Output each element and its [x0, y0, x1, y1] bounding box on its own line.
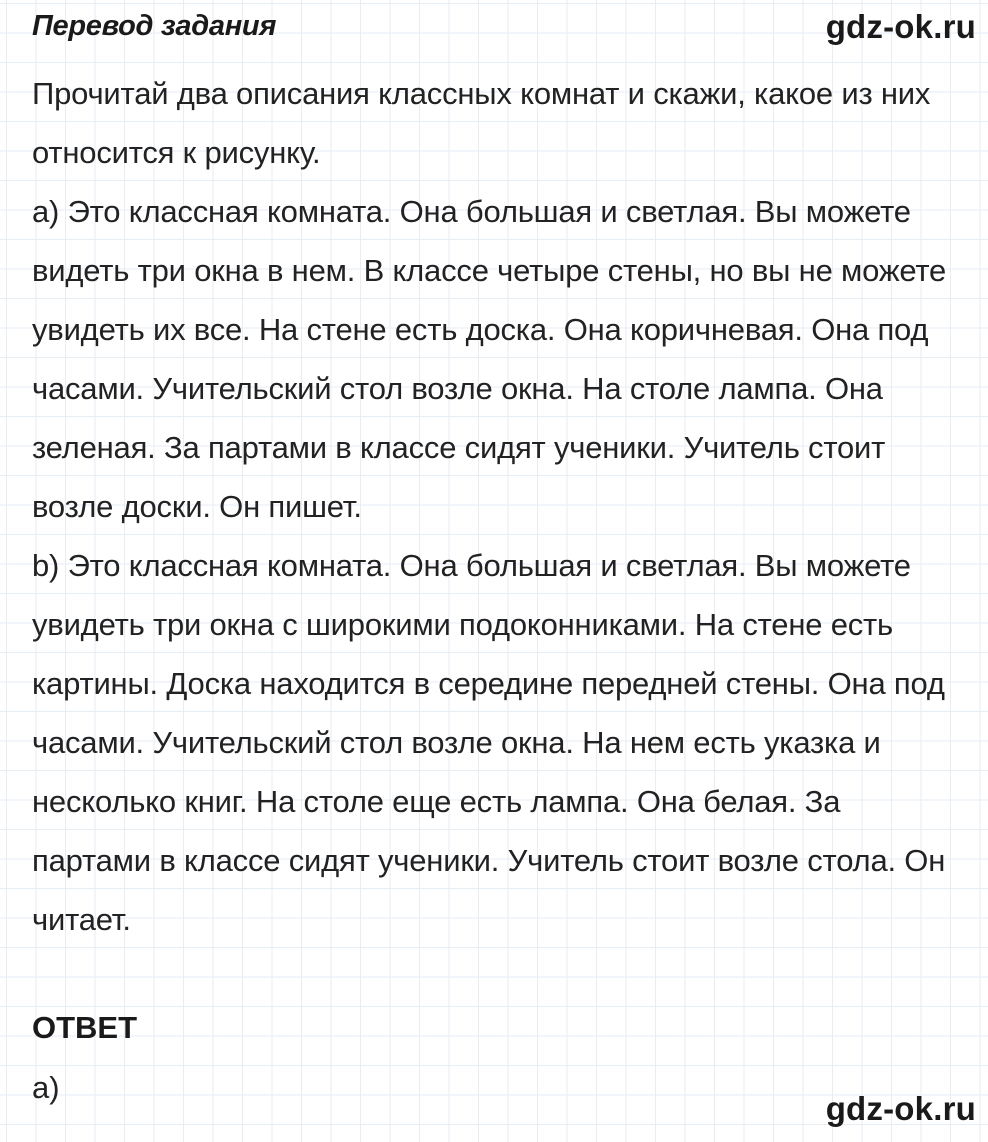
description-a: а) Это классная комната. Она большая и светлая. Вы можете видеть три окна в нем. В классе четыре стены, но вы не можете увидеть их все. На стене есть доска. Она коричневая. Она под часами. Учительский стол возле окна. На столе лампа. Она зеленая. За партами в классе сидят ученики. Учитель стоит возле доски. Он пишет. — [32, 194, 947, 524]
answer-heading: ОТВЕТ — [32, 1010, 138, 1045]
page-title: Перевод задания — [32, 10, 277, 42]
answer-item: а) — [32, 1070, 60, 1105]
task-instruction: Прочитай два описания классных комнат и скажи, какое из них относится к рисунку. — [32, 76, 931, 170]
task-text — [32, 64, 962, 949]
site-watermark-bottom: gdz-ok.ru — [825, 1090, 976, 1127]
site-watermark-top: gdz-ok.ru — [825, 8, 976, 45]
description-b: b) Это классная комната. Она большая и светлая. Вы можете увидеть три окна с широкими подоконниками. На стене есть картины. Доска находится в середине передней стены. Она под часами. Учительский стол возле окна. На нем есть указка и несколько книг. На столе еще есть лампа. Она белая. За партами в классе сидят ученики. Учитель стоит возле стола. Он читает. — [32, 548, 946, 937]
